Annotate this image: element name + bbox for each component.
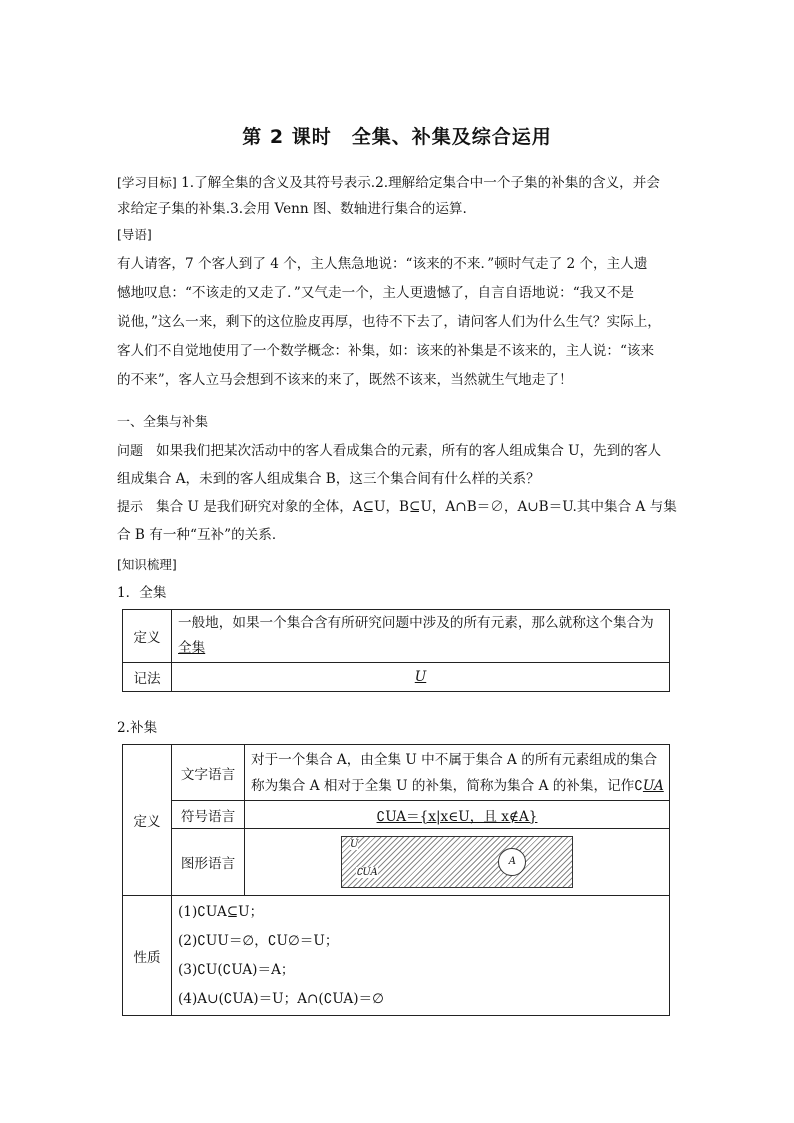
graph-language-cell [245,829,670,896]
hint-line-1 [117,494,677,521]
venn-universal-label: U [350,839,359,850]
property-4: (4)A∪(∁UA)＝U；A∩(∁UA)＝∅ [178,990,384,1007]
universal-set-table [122,609,670,692]
properties-cell [172,896,670,1016]
universal-def-line-1: 一般地，如果一个集合含有所研究问题中涉及的所有元素，那么就称这个集合为 [178,615,654,631]
question-label: 问题 [117,444,144,459]
universal-def-cell [172,610,670,663]
universal-heading: 1．全集 [117,585,167,601]
objectives-line-2: 求给定子集的补集.3.会用 Venn 图、数轴进行集合的运算. [117,201,467,217]
hint-text-1: 集合 U 是我们研究对象的全体，A⊆U，B⊆U，A∩B＝∅，A∪B＝U.其中集合 A 与集 [155,499,677,515]
text-language-line-2-tail: UA [642,777,664,794]
section-heading: 一、全集与补集 [117,415,209,430]
hint-line-2: 合 B 有一种“互补”的关系． [117,527,286,543]
text-language-line-2-main: 称为集合 A 相对于全集 U 的补集，简称为集合 A 的补集，记作∁ [251,777,643,794]
intro-label: [导语] [117,227,152,242]
universal-def-line-2: 全集 [178,640,206,656]
objectives-line-1 [117,170,660,196]
venn-diagram [341,836,573,888]
intro-line-2: 憾地叹息：“不该走的又走了．”又气走一个，主人更遗憾了，自言自语地说：“我又不是 [117,285,635,301]
universal-notation-label: 记法 [123,663,172,692]
knowledge-label: [知识梳理] [117,557,177,572]
intro-line-3: 说他，”这么一来，剩下的这位脸皮再厚，也待不下去了，请问客人们为什么生气？实际上， [117,314,661,330]
complement-table [122,744,670,1016]
symbol-language-label: 符号语言 [172,801,245,829]
symbol-language-cell [245,801,670,829]
graph-language-label: 图形语言 [172,829,245,896]
intro-line-5: 的不来”，客人立马会想到不该来的来了，既然不该来，当然就生气地走了！ [117,372,573,388]
universal-notation-value: U [414,669,427,685]
symbol-language-value: ∁UA＝{x|x∈U，且 x∉A} [376,808,538,825]
intro-line-1: 有人请客，7 个客人到了 4 个，主人焦急地说：“该来的不来．”顿时气走了 2 个，主人遗 [117,256,648,272]
question-text-1: 如果我们把某次活动中的客人看成集合的元素，所有的客人组成集合 U，先到的客人 [155,443,662,459]
universal-notation-cell [172,663,670,692]
question-line-2: 组成集合 A，未到的客人组成集合 B，这三个集合间有什么样的关系？ [117,471,540,487]
venn-complement-label: ∁UA [356,867,378,878]
page-title: 第 2 课时 全集、补集及综合运用 [242,126,552,148]
text-language-line-2 [251,773,669,799]
question-line-1 [117,438,661,465]
universal-def-label: 定义 [123,610,172,663]
intro-line-4: 客人们不自觉地使用了一个数学概念：补集，如：该来的补集是不该来的，主人说：“该来 [117,343,655,359]
complement-def-label: 定义 [123,745,172,896]
venn-set-circle [498,848,526,876]
property-3: (3)∁U(∁UA)＝A； [178,961,295,978]
venn-set-label: A [508,856,516,867]
text-language-label: 文字语言 [172,745,245,801]
property-1: (1)∁UA⊆U； [178,903,264,920]
hint-label: 提示 [117,500,144,515]
objectives-label: [学习目标] [117,175,177,190]
property-2: (2)∁UU＝∅，∁U∅＝U； [178,932,339,949]
objectives-text-1: 1.了解全集的含义及其符号表示.2.理解给定集合中一个子集的补集的含义，并会 [181,175,660,191]
complement-heading: 2.补集 [117,720,158,736]
text-language-cell [245,745,670,801]
properties-label: 性质 [123,896,172,1016]
text-language-line-1: 对于一个集合 A，由全集 U 中不属于集合 A 的所有元素组成的集合 [251,751,658,768]
